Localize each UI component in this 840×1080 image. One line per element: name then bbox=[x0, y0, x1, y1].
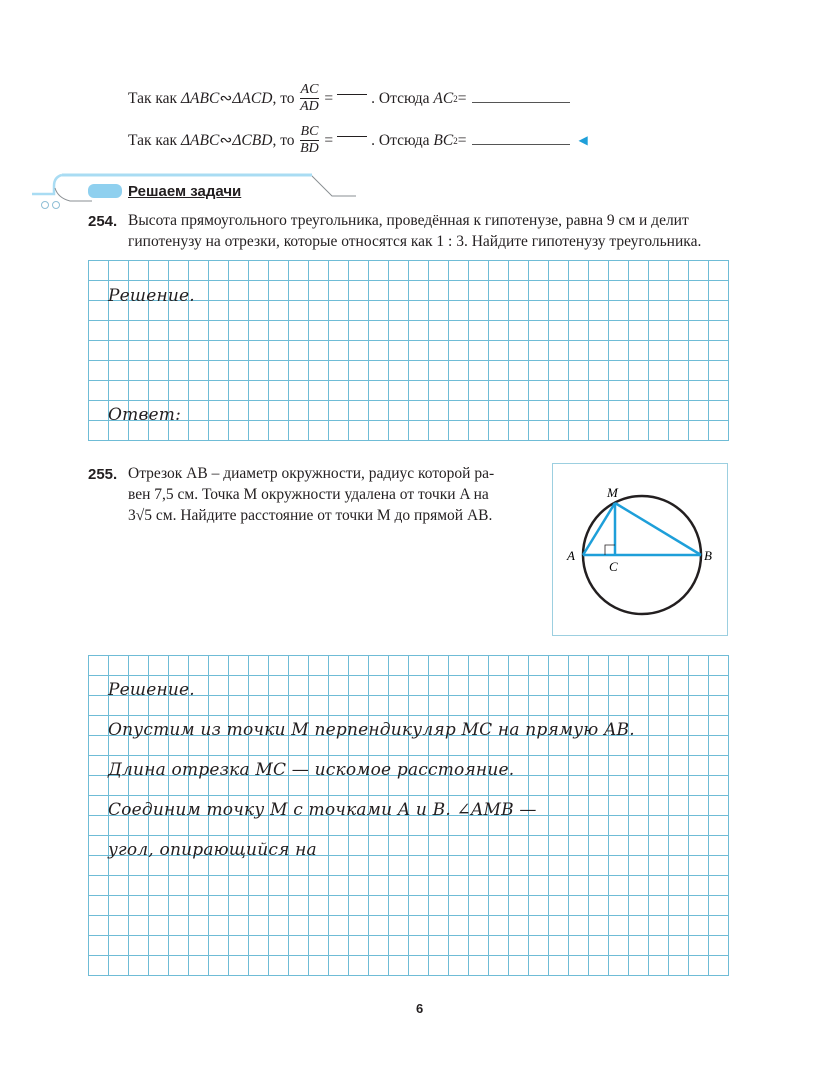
task-254-text bbox=[128, 210, 730, 252]
header-pill-icon bbox=[88, 184, 122, 198]
triangle-label: ΔABC bbox=[180, 89, 220, 107]
answer-blank-long[interactable] bbox=[472, 102, 570, 103]
chord-mb bbox=[615, 503, 701, 555]
label-m: M bbox=[607, 485, 618, 500]
page-number: 6 bbox=[416, 1001, 424, 1016]
answer-blank-long[interactable] bbox=[472, 144, 570, 145]
end-marker-icon: ◀ bbox=[578, 133, 588, 147]
solution-line: Длина отрезка MC — искомое расстояние. bbox=[108, 760, 515, 780]
task-number: 254. bbox=[88, 213, 118, 230]
fraction-denominator: AD bbox=[300, 99, 319, 114]
answer-blank-short[interactable] bbox=[337, 94, 367, 95]
triangle-label: ΔCBD bbox=[232, 131, 273, 149]
task-text-line: Отрезок AB – диаметр окружности, радиус которой ра- bbox=[128, 465, 495, 482]
text: . Отсюда bbox=[371, 131, 430, 149]
equals-sign: = bbox=[324, 131, 334, 149]
solution-label: Решение. bbox=[108, 286, 195, 306]
header-dot-icon bbox=[42, 202, 49, 209]
task-number: 255. bbox=[88, 466, 118, 483]
triangle-label: ΔACD bbox=[232, 89, 273, 107]
label-c: C bbox=[609, 559, 618, 574]
exponent: 2 bbox=[453, 135, 458, 146]
header-dot-icon bbox=[53, 202, 60, 209]
text: . Отсюда bbox=[371, 89, 430, 107]
circle-diagram-svg bbox=[553, 464, 729, 637]
label-b: B bbox=[704, 548, 712, 563]
text: , то bbox=[272, 89, 295, 107]
right-angle-mark bbox=[605, 545, 615, 555]
exponent: 2 bbox=[453, 93, 458, 104]
circle-diagram bbox=[552, 463, 728, 636]
similarity-line-2 bbox=[128, 124, 588, 157]
header-line-lower bbox=[55, 188, 92, 201]
equals-sign: = bbox=[324, 89, 334, 107]
fraction-denominator: BD bbox=[300, 141, 319, 156]
task-text-line: гипотенузу на отрезки, которые относятся как 1 : 3. Найдите гипотенузу треугольника. bbox=[128, 233, 702, 250]
answer-label: Ответ: bbox=[108, 405, 182, 425]
text: , то bbox=[272, 131, 295, 149]
similar-sign: ∾ bbox=[219, 90, 233, 107]
similarity-line-1 bbox=[128, 82, 570, 115]
equals-sign: = bbox=[457, 89, 467, 107]
task-text-line: 3√5 см. Найдите расстояние от точки M до прямой AB. bbox=[128, 507, 493, 524]
segment-label: BC bbox=[433, 131, 454, 149]
section-title: Решаем задачи bbox=[128, 183, 242, 200]
solution-line: Соединим точку M с точками A и B. ∠AMB — bbox=[108, 800, 537, 820]
text: Так как bbox=[128, 89, 178, 107]
triangle-label: ΔABC bbox=[180, 131, 220, 149]
solution-line: угол, опирающийся на bbox=[108, 840, 317, 860]
text: Так как bbox=[128, 131, 178, 149]
solution-line: Опустим из точки M перпендикуляр MC на прямую AB. bbox=[108, 720, 635, 740]
answer-blank-short[interactable] bbox=[337, 136, 367, 137]
solution-line: Решение. bbox=[108, 680, 195, 700]
task-text-line: вен 7,5 см. Точка M окружности удалена от точки A на bbox=[128, 486, 489, 503]
header-curve-left bbox=[32, 175, 62, 194]
fraction-numerator: AC bbox=[300, 82, 319, 97]
label-a: A bbox=[567, 548, 575, 563]
fraction bbox=[300, 82, 320, 115]
equals-sign: = bbox=[457, 131, 467, 149]
fraction-numerator: BC bbox=[300, 124, 319, 139]
task-255-text bbox=[128, 463, 533, 526]
task-text-line: Высота прямоугольного треугольника, проведённая к гипотенузе, равна 9 см и делит bbox=[128, 212, 689, 229]
similar-sign: ∾ bbox=[219, 132, 233, 149]
segment-label: AC bbox=[433, 89, 454, 107]
fraction bbox=[300, 124, 320, 157]
